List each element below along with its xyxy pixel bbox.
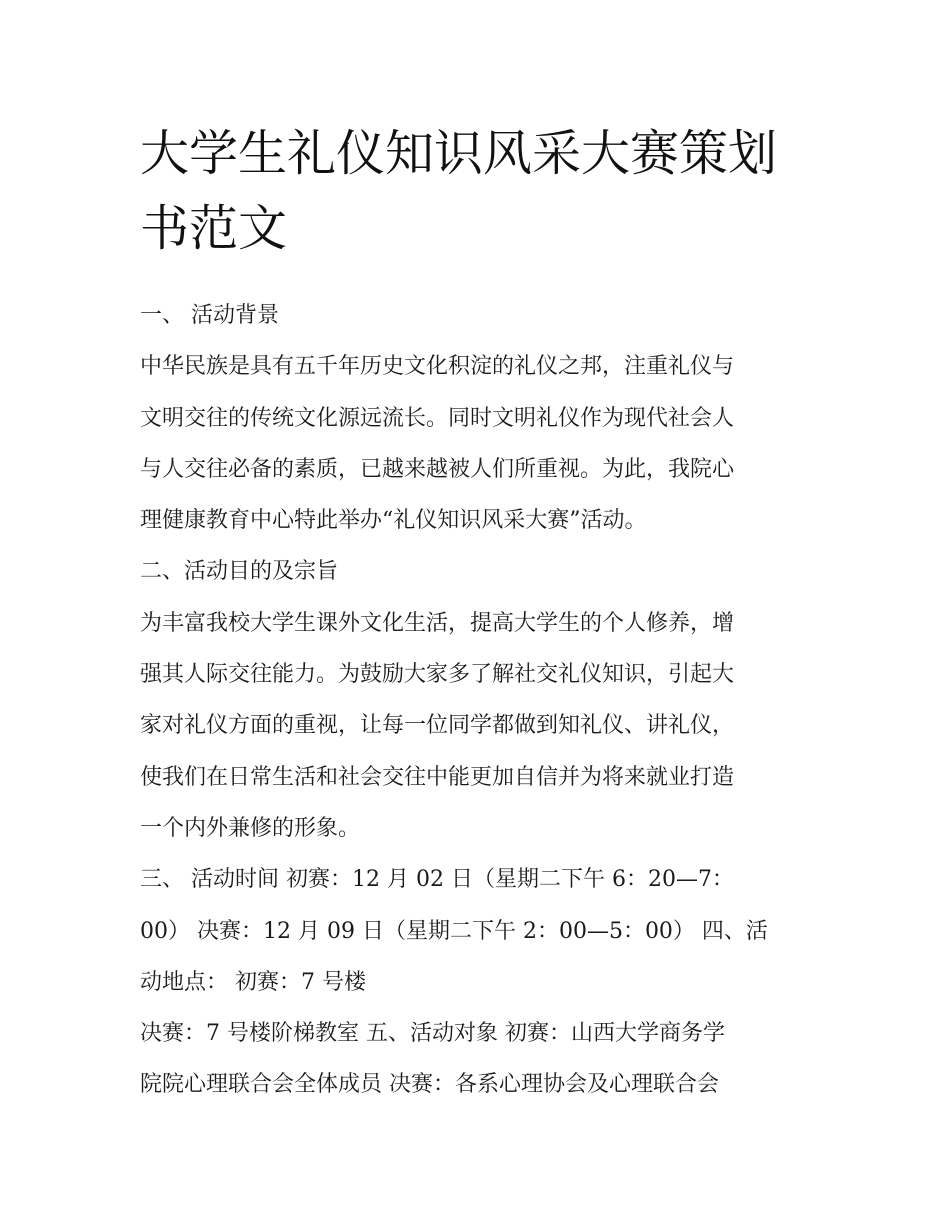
paragraph-line: 决赛：7 号楼阶梯教室 五、活动对象 初赛：山西大学商务学 bbox=[140, 1021, 725, 1047]
section-heading: 一、 活动背景 bbox=[140, 303, 279, 328]
paragraph-line: 动地点： 初赛：7 号楼 bbox=[140, 969, 366, 995]
paragraph-line: 理健康教育中心特此举办“礼仪知识风采大赛”活动。 bbox=[140, 508, 647, 534]
paragraph-line: 强其人际交往能力。为鼓励大家多了解社交礼仪知识，引起大 bbox=[140, 662, 735, 688]
paragraph-line: 与人交往必备的素质，已越来越被人们所重视。为此，我院心 bbox=[140, 456, 735, 482]
title-line: 书范文 bbox=[140, 200, 288, 257]
paragraph-line: 文明交往的传统文化源远流长。同时文明礼仪作为现代社会人 bbox=[140, 405, 735, 431]
paragraph-line: 00） 决赛：12 月 09 日（星期二下午 2：00—5：00） 四、活 bbox=[140, 918, 768, 944]
document-content bbox=[140, 116, 820, 1111]
paragraph-line: 中华民族是具有五千年历史文化积淀的礼仪之邦，注重礼仪与 bbox=[140, 354, 735, 380]
paragraph-line: 三、 活动时间 初赛：12 月 02 日（星期二下午 6：20—7： bbox=[140, 867, 734, 893]
paragraph-line: 使我们在日常生活和社会交往中能更加自信并为将来就业打造 bbox=[140, 764, 735, 790]
section-heading: 二、活动目的及宗旨 bbox=[140, 559, 339, 585]
paragraph-line: 院院心理联合会全体成员 决赛：各系心理协会及心理联合会 bbox=[140, 1072, 719, 1098]
paragraph-line: 一个内外兼修的形象。 bbox=[140, 815, 361, 841]
title-line: 大学生礼仪知识风采大赛策划 bbox=[140, 125, 778, 182]
paragraph-line: 家对礼仪方面的重视，让每一位同学都做到知礼仪、讲礼仪， bbox=[140, 713, 735, 739]
paragraph-line: 为丰富我校大学生课外文化生活，提高大学生的个人修养，增 bbox=[140, 610, 735, 636]
document-body bbox=[140, 290, 820, 1111]
document-title bbox=[140, 116, 820, 266]
